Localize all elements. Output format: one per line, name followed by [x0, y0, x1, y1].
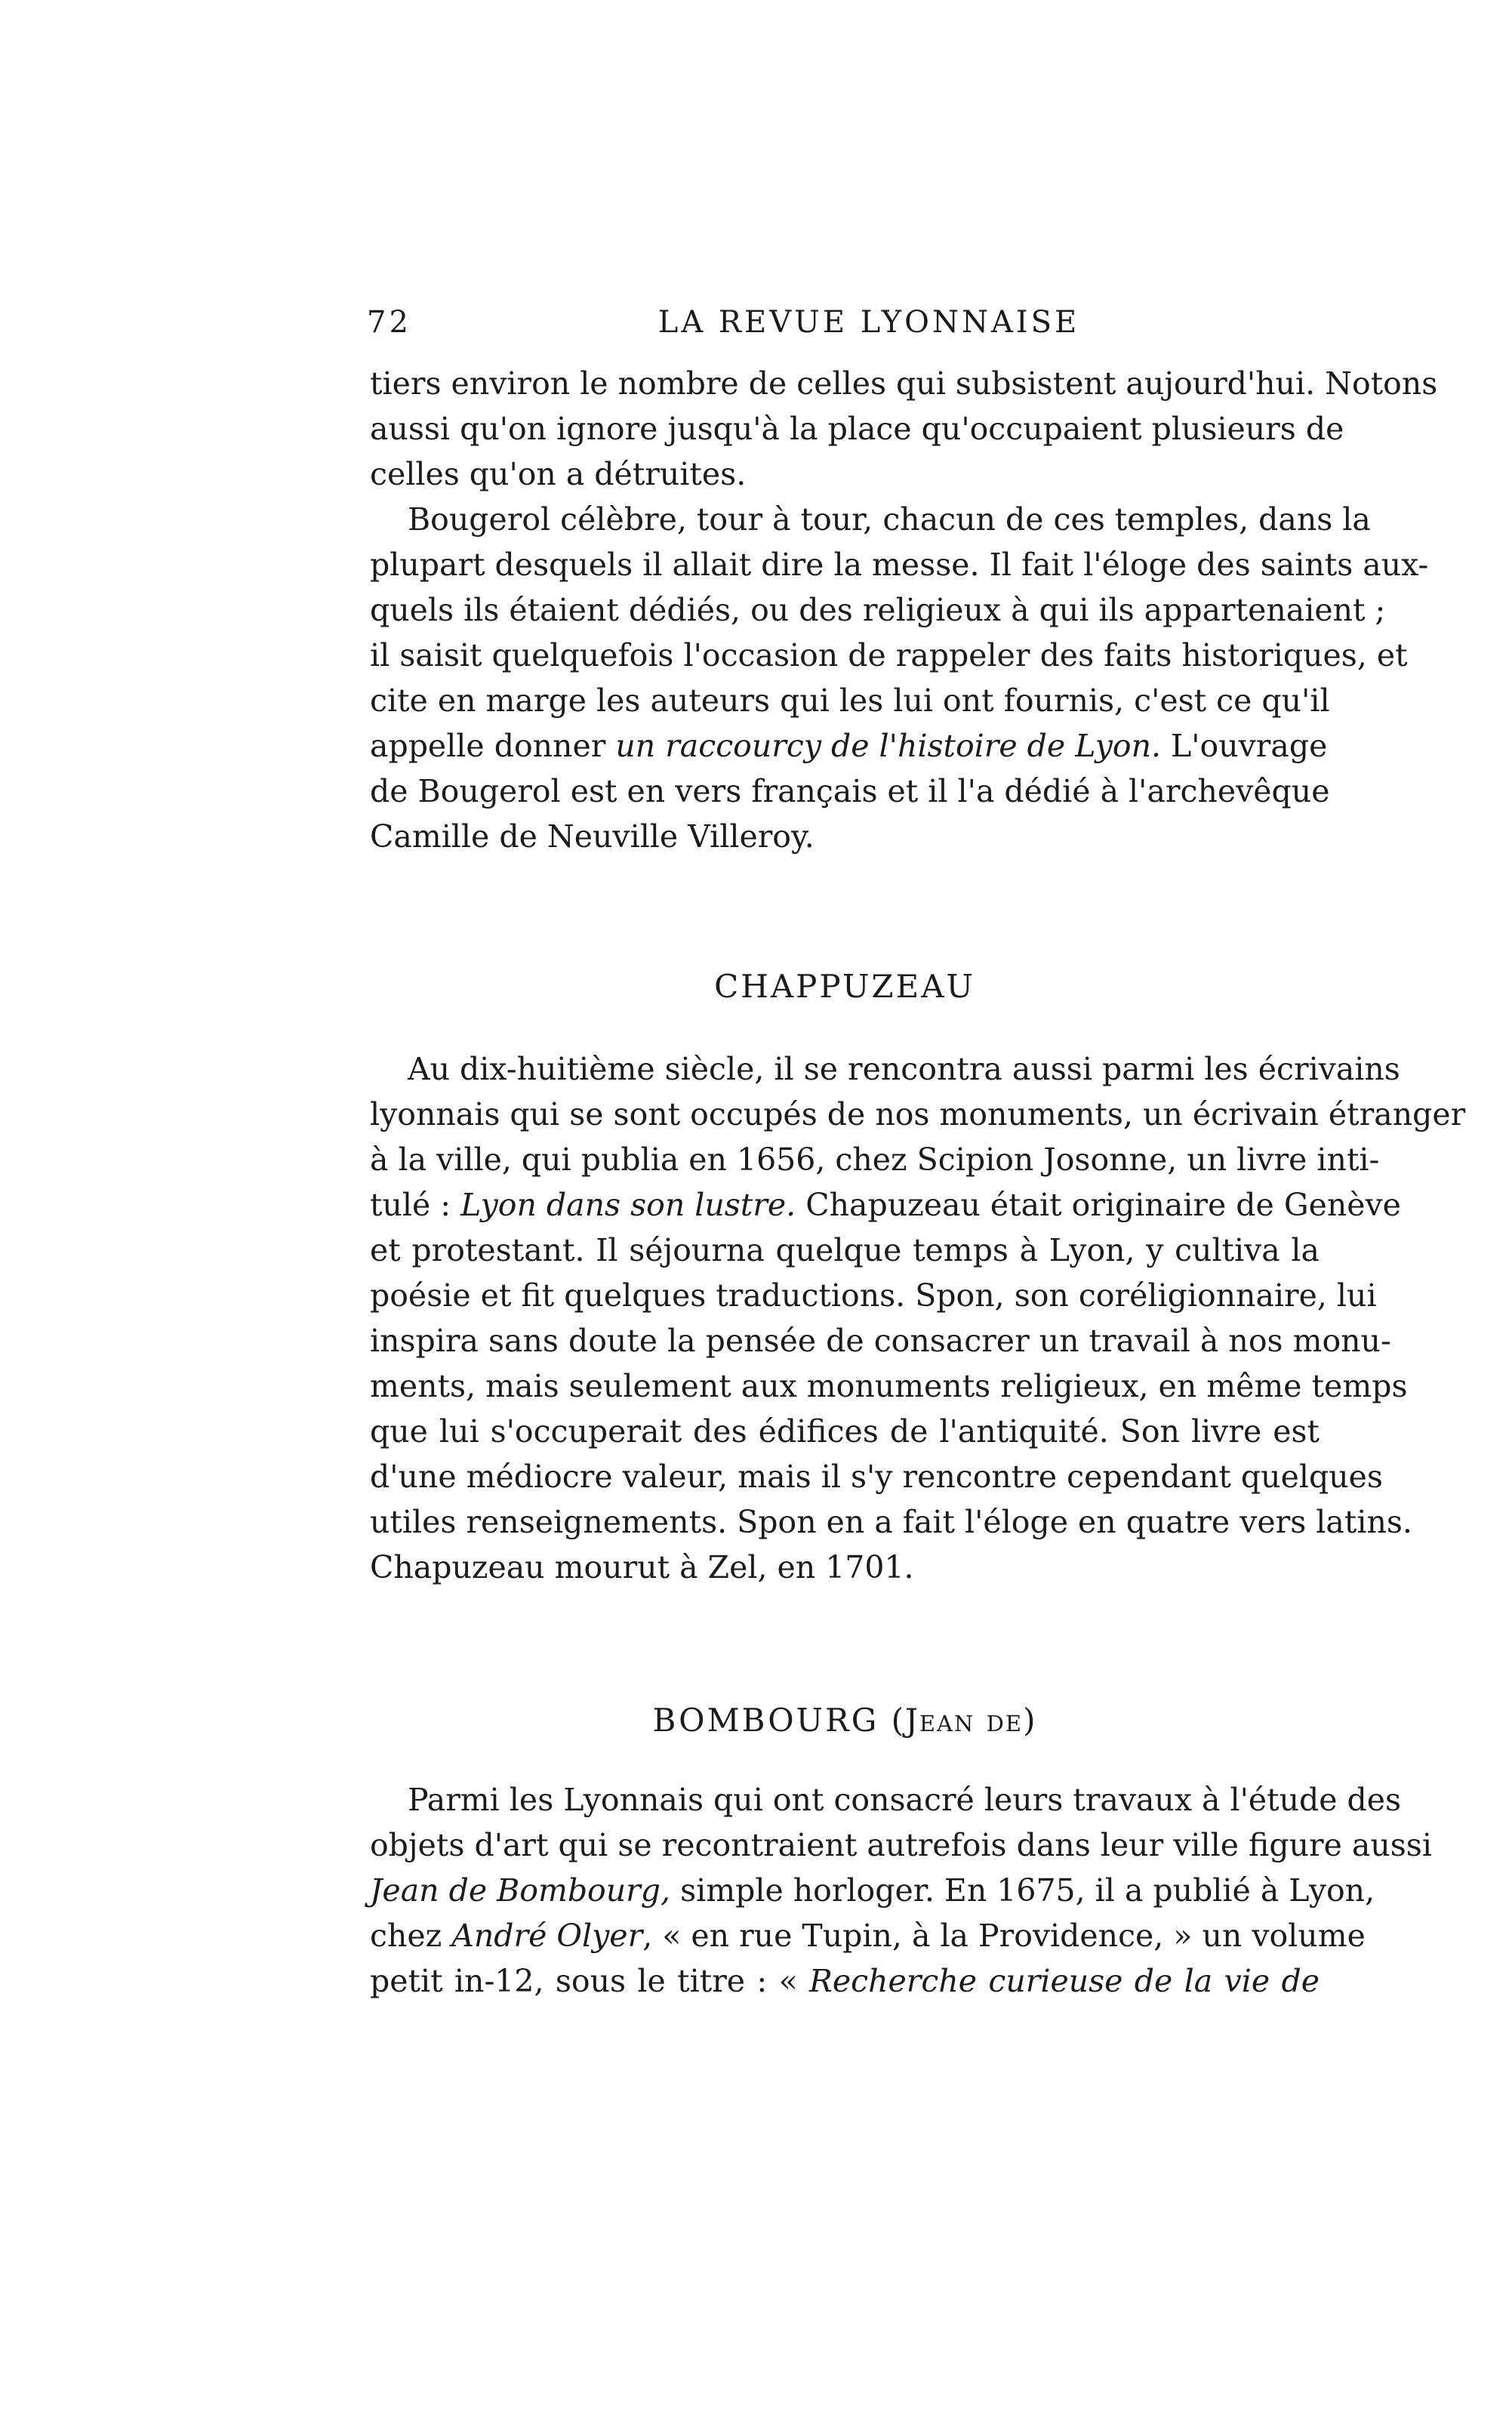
text-line: cite en marge les auteurs qui les lui ont fournis, c'est ce qu'il	[370, 682, 1330, 719]
italic-title: Recherche curieuse de la vie de	[809, 1963, 1320, 1999]
text-line	[370, 1182, 1401, 1228]
running-head	[367, 305, 1318, 350]
italic-title: un raccourcy de l'histoire de Lyon.	[615, 728, 1162, 764]
text-line: poésie et fit quelques traductions. Spon, son coréligionnaire, lui	[370, 1277, 1377, 1314]
text-line: à la ville, qui publia en 1656, chez Scipion Josonne, un livre inti-	[370, 1142, 1380, 1178]
journal-title: LA REVUE LYONNAISE	[657, 305, 1080, 340]
text-run: appelle donner	[370, 728, 616, 764]
text-line: objets d'art qui se recontraient autrefois dans leur ville figure aussi	[370, 1827, 1432, 1863]
chappuzeau-paragraph	[370, 1046, 1466, 1590]
text-line: plupart desquels il allait dire la messe. Il fait l'éloge des saints aux-	[370, 547, 1429, 583]
text-line: quels ils étaient dédiés, ou des religieux à qui ils appartenaient ;	[370, 592, 1386, 628]
text-run: simple horloger. En 1675, il a publié à Lyon,	[670, 1872, 1375, 1909]
section-heading-bombourg	[370, 1702, 1320, 1739]
heading-main: BOMBOURG	[652, 1702, 891, 1739]
text-line	[370, 1958, 1320, 2004]
text-line: Au dix-huitième siècle, il se rencontra aussi parmi les écrivains	[408, 1051, 1400, 1087]
text-line	[370, 1868, 1375, 1913]
text-line: lyonnais qui se sont occupés de nos monuments, un écrivain étranger	[370, 1096, 1466, 1132]
text-line: tiers environ le nombre de celles qui subsistent aujourd'hui. Notons	[370, 365, 1438, 402]
bombourg-paragraph	[370, 1777, 1432, 2004]
text-line	[370, 1913, 1366, 1958]
text-run: tulé :	[370, 1187, 461, 1223]
text-line: celles qu'on a détruites.	[370, 456, 747, 492]
text-line: que lui s'occuperait des édifices de l'antiquité. Son livre est	[370, 1413, 1320, 1450]
text-line: inspira sans doute la pensée de consacrer un travail à nos monu-	[370, 1323, 1391, 1359]
text-run: L'ouvrage	[1161, 728, 1328, 764]
text-line: il saisit quelquefois l'occasion de rappeler des faits historiques, et	[370, 637, 1408, 673]
italic-name: André Olyer	[451, 1918, 643, 1954]
italic-title: Lyon dans son lustre.	[460, 1187, 796, 1223]
text-line: Parmi les Lyonnais qui ont consacré leurs travaux à l'étude des	[408, 1782, 1402, 1818]
section-heading-chappuzeau: CHAPPUZEAU	[714, 968, 975, 1005]
text-run: chez	[370, 1918, 452, 1954]
text-run: Chapuzeau était originaire de Genève	[796, 1187, 1401, 1223]
text-line: et protestant. Il séjourna quelque temps à Lyon, y cultiva la	[370, 1232, 1320, 1268]
text-line: ments, mais seulement aux monuments religieux, en même temps	[370, 1368, 1408, 1404]
intro-paragraphs	[370, 361, 1438, 859]
text-run: petit in-12, sous le titre : «	[370, 1963, 810, 1999]
text-line: Camille de Neuville Villeroy.	[370, 818, 815, 855]
page-number: 72	[367, 305, 411, 340]
text-run: , « en rue Tupin, à la Providence, » un volume	[642, 1918, 1366, 1954]
text-line: de Bougerol est en vers français et il l'a dédié à l'archevêque	[370, 773, 1330, 809]
text-line: d'une médiocre valeur, mais il s'y rencontre cependant quelques	[370, 1459, 1383, 1495]
text-line: Bougerol célèbre, tour à tour, chacun de ces temples, dans la	[408, 501, 1371, 538]
text-line	[370, 723, 1328, 769]
text-line: Chapuzeau mourut à Zel, en 1701.	[370, 1549, 914, 1585]
heading-sub: (Jean de)	[891, 1702, 1037, 1739]
italic-name: Jean de Bombourg,	[370, 1872, 671, 1909]
text-line: aussi qu'on ignore jusqu'à la place qu'occupaient plusieurs de	[370, 411, 1344, 447]
text-line: utiles renseignements. Spon en a fait l'éloge en quatre vers latins.	[370, 1504, 1412, 1540]
